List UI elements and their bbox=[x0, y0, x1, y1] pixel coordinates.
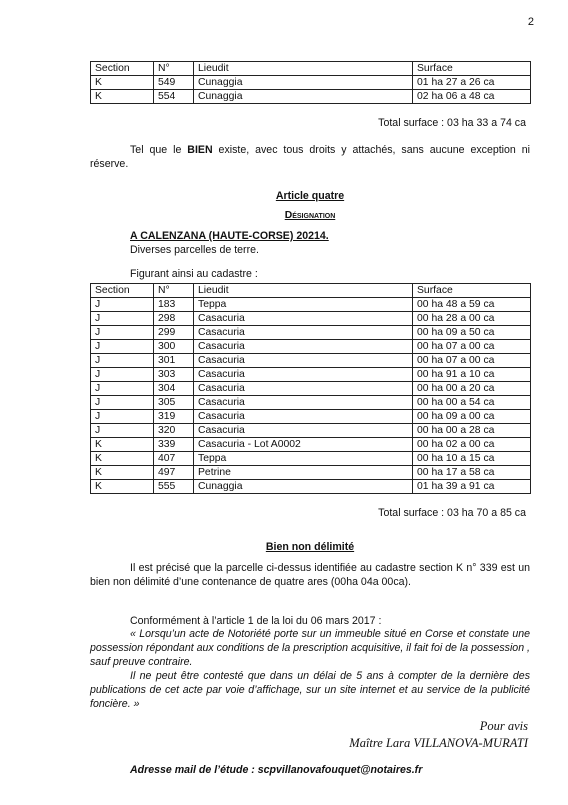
cell-lieudit: Petrine bbox=[194, 466, 413, 480]
signatory-name: Maître Lara VILLANOVA-MURATI bbox=[349, 736, 528, 750]
description: Diverses parcelles de terre. bbox=[130, 244, 259, 256]
table-row bbox=[91, 326, 531, 340]
cell-section: J bbox=[91, 410, 154, 424]
cell-surface: 00 ha 28 a 00 ca bbox=[413, 312, 531, 326]
table-row bbox=[91, 298, 531, 312]
cell-section: J bbox=[91, 354, 154, 368]
cell-surface: 00 ha 91 a 10 ca bbox=[413, 368, 531, 382]
cell-section: J bbox=[91, 368, 154, 382]
table-row bbox=[91, 424, 531, 438]
cell-surface: 00 ha 00 a 54 ca bbox=[413, 396, 531, 410]
table-row bbox=[91, 90, 531, 104]
table-row bbox=[91, 452, 531, 466]
cell-number: 319 bbox=[154, 410, 194, 424]
cell-number: 320 bbox=[154, 424, 194, 438]
cell-section: K bbox=[91, 452, 154, 466]
cell-surface: 00 ha 17 a 58 ca bbox=[413, 466, 531, 480]
cell-section: K bbox=[91, 480, 154, 494]
header-surface: Surface bbox=[413, 62, 531, 76]
cell-number: 300 bbox=[154, 340, 194, 354]
quote-paragraph-1: « Lorsqu’un acte de Notoriété porte sur un immeuble situé en Corse et constate une possession répondant aux conditions de la prescription acquisitive, il fait foi de la possession , sauf preuve contraire. bbox=[90, 628, 530, 668]
cell-section: K bbox=[91, 466, 154, 480]
article-title: Article quatre bbox=[275, 190, 345, 202]
table-row bbox=[91, 410, 531, 424]
cell-lieudit: Casacuria bbox=[194, 410, 413, 424]
table-row bbox=[91, 382, 531, 396]
cell-number: 299 bbox=[154, 326, 194, 340]
cell-lieudit: Casacuria bbox=[194, 354, 413, 368]
table-row bbox=[91, 340, 531, 354]
cell-lieudit: Cunaggia bbox=[194, 76, 413, 90]
header-lieudit: Lieudit bbox=[194, 62, 413, 76]
table-header-row bbox=[91, 284, 531, 298]
cell-number: 298 bbox=[154, 312, 194, 326]
cell-section: K bbox=[91, 90, 154, 104]
table-row bbox=[91, 480, 531, 494]
cadastre-table-2 bbox=[90, 283, 531, 494]
table-header-row bbox=[91, 62, 531, 76]
cell-section: J bbox=[91, 312, 154, 326]
cell-number: 301 bbox=[154, 354, 194, 368]
cell-lieudit: Casacuria bbox=[194, 424, 413, 438]
cell-surface: 02 ha 06 a 48 ca bbox=[413, 90, 531, 104]
header-surface: Surface bbox=[413, 284, 531, 298]
cell-surface: 00 ha 48 a 59 ca bbox=[413, 298, 531, 312]
cell-lieudit: Cunaggia bbox=[194, 480, 413, 494]
header-number: N° bbox=[154, 284, 194, 298]
page-number: 2 bbox=[527, 16, 534, 28]
header-number: N° bbox=[154, 62, 194, 76]
table-row bbox=[91, 438, 531, 452]
cell-section: J bbox=[91, 424, 154, 438]
cell-surface: 01 ha 27 a 26 ca bbox=[413, 76, 531, 90]
header-lieudit: Lieudit bbox=[194, 284, 413, 298]
cell-lieudit: Teppa bbox=[194, 298, 413, 312]
cell-section: J bbox=[91, 298, 154, 312]
cell-lieudit: Casacuria bbox=[194, 368, 413, 382]
cell-surface: 00 ha 09 a 50 ca bbox=[413, 326, 531, 340]
cell-section: K bbox=[91, 438, 154, 452]
cell-number: 183 bbox=[154, 298, 194, 312]
bien-existe-paragraph: Tel que le BIEN existe, avec tous droits y attachés, sans aucune exception ni réserve. bbox=[90, 144, 530, 170]
cell-lieudit: Casacuria - Lot A0002 bbox=[194, 438, 413, 452]
cell-section: J bbox=[91, 326, 154, 340]
cell-number: 305 bbox=[154, 396, 194, 410]
cell-surface: 00 ha 07 a 00 ca bbox=[413, 354, 531, 368]
cell-lieudit: Casacuria bbox=[194, 312, 413, 326]
cell-number: 549 bbox=[154, 76, 194, 90]
cell-number: 407 bbox=[154, 452, 194, 466]
table-row bbox=[91, 396, 531, 410]
header-section: Section bbox=[91, 284, 154, 298]
pour-avis: Pour avis bbox=[479, 719, 528, 733]
cell-surface: 00 ha 10 a 15 ca bbox=[413, 452, 531, 466]
table-row bbox=[91, 312, 531, 326]
cell-lieudit: Casacuria bbox=[194, 396, 413, 410]
cadastre-table-1 bbox=[90, 61, 531, 104]
table-row bbox=[91, 466, 531, 480]
bien-non-delimite-text: Il est précisé que la parcelle ci-dessus identifiée au cadastre section K n° 339 est un bien non délimité d’une contenance de quatre ares (00ha 04a 00ca). bbox=[90, 562, 530, 588]
conformement-line: Conformément à l’article 1 de la loi du 06 mars 2017 : bbox=[130, 615, 382, 627]
cell-number: 555 bbox=[154, 480, 194, 494]
cell-lieudit: Casacuria bbox=[194, 382, 413, 396]
cell-number: 554 bbox=[154, 90, 194, 104]
table-row bbox=[91, 354, 531, 368]
cell-number: 497 bbox=[154, 466, 194, 480]
designation-heading: Désignation bbox=[284, 210, 336, 221]
cell-number: 303 bbox=[154, 368, 194, 382]
bien-non-delimite-title: Bien non délimité bbox=[265, 541, 355, 553]
table-row bbox=[91, 76, 531, 90]
cell-section: J bbox=[91, 382, 154, 396]
total-surface-2: Total surface : 03 ha 70 a 85 ca bbox=[378, 507, 526, 519]
cell-number: 339 bbox=[154, 438, 194, 452]
cell-section: J bbox=[91, 340, 154, 354]
cell-number: 304 bbox=[154, 382, 194, 396]
cell-section: J bbox=[91, 396, 154, 410]
header-section: Section bbox=[91, 62, 154, 76]
cell-section: K bbox=[91, 76, 154, 90]
total-surface-1: Total surface : 03 ha 33 a 74 ca bbox=[378, 117, 526, 129]
email-line: Adresse mail de l’étude : scpvillanovafouquet@notaires.fr bbox=[130, 764, 423, 776]
table-row bbox=[91, 368, 531, 382]
cell-surface: 00 ha 02 a 00 ca bbox=[413, 438, 531, 452]
cell-surface: 00 ha 09 a 00 ca bbox=[413, 410, 531, 424]
cell-surface: 00 ha 00 a 28 ca bbox=[413, 424, 531, 438]
figurant-label: Figurant ainsi au cadastre : bbox=[130, 268, 258, 280]
cell-lieudit: Casacuria bbox=[194, 326, 413, 340]
location-heading: A CALENZANA (HAUTE-CORSE) 20214. bbox=[130, 230, 329, 242]
cell-surface: 01 ha 39 a 91 ca bbox=[413, 480, 531, 494]
cell-surface: 00 ha 00 a 20 ca bbox=[413, 382, 531, 396]
quote-paragraph-2: Il ne peut être contesté que dans un délai de 5 ans à compter de la dernière des publications de cet acte par voie d’affichage, sur un site internet et au service de la publicité foncière. » bbox=[90, 670, 530, 710]
cell-surface: 00 ha 07 a 00 ca bbox=[413, 340, 531, 354]
cell-lieudit: Casacuria bbox=[194, 340, 413, 354]
cell-lieudit: Teppa bbox=[194, 452, 413, 466]
cell-lieudit: Cunaggia bbox=[194, 90, 413, 104]
